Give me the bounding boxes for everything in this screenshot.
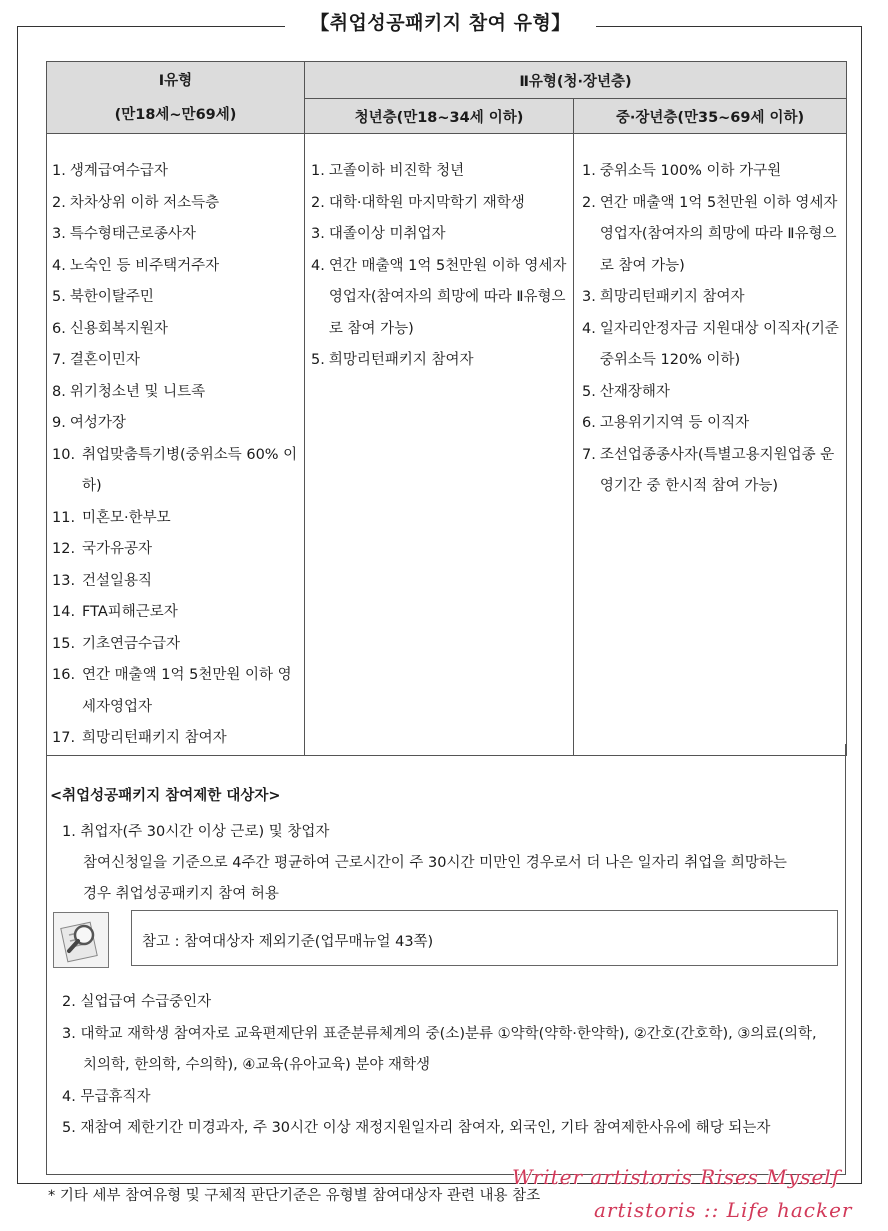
frame-top-left [17,26,285,27]
type1-item-text: 여성가장 [69,415,126,431]
youth-item-number: 2. [311,194,325,211]
type1-item [52,377,304,409]
restriction-item-2: 2. 실업급여 수급중인자 [62,994,212,1010]
middle-item-number: 3. [582,289,596,305]
type1-item-text: 북한이탈주민 [69,289,154,305]
middle-header: 중·장년층(만35~69세 이하) [574,99,847,134]
youth-item-text: 고졸이하 비진학 청년 [328,163,465,179]
type1-item-number: 12. [52,541,76,557]
type1-item [52,534,304,566]
type1-item-number: 2. [52,194,66,211]
type1-item-text: 차차상위 이하 저소득층 [69,194,220,211]
middle-item-number: 2. [582,194,596,211]
type1-age: (만18세~만69세) [114,106,237,123]
middle-item [582,440,846,503]
type1-item [52,251,304,283]
middle-item-number: 5. [582,383,596,400]
restriction-item-5: 5. 재참여 제한기간 미경과자, 주 30시간 이상 재정지원일자리 참여자, 외국인, 기타 참여제한사유에 해당 되는자 [62,1120,771,1136]
middle-item-text: 희망리턴패키지 참여자 [599,289,745,305]
restriction-item-1-detail-2: 경우 취업성공패키지 참여 허용 [83,886,279,902]
middle-item [582,156,846,188]
middle-item-text: 고용위기지역 등 이직자 [599,415,750,431]
type1-item [52,597,304,629]
type1-item-text: 건설일용직 [82,572,153,589]
middle-cell [574,134,847,756]
type1-item [52,156,304,188]
type1-item [52,188,304,220]
middle-item-number: 1. [582,163,596,179]
type1-header [47,62,305,134]
youth-item-text: 대학·대학원 마지막학기 재학생 [328,194,525,211]
type1-item-text: 연간 매출액 1억 5천만원 이하 영세자영업자 [82,667,292,715]
type1-item-text: 위기청소년 및 니트족 [69,383,206,400]
type1-item-number: 16. [52,667,76,683]
type1-item [52,282,304,314]
restriction-item-1-detail-1: 참여신청일을 기준으로 4주간 평균하여 근로시간이 주 30시간 미만인 경우로서 더 나은 일자리 취업을 희망하는 [83,855,787,871]
reference-text: 참고 : 참여대상자 제외기준(업무매뉴얼 43쪽) [142,934,434,950]
type1-item-text: 생계급여수급자 [69,163,168,179]
middle-item-text: 연간 매출액 1억 5천만원 이하 영세자영업자(참여자의 희망에 따라 Ⅱ유형으로 참여 가능) [599,194,838,274]
middle-list [574,134,846,503]
type1-item-text: 특수형태근로종사자 [69,226,196,242]
middle-item [582,408,846,440]
type1-item [52,629,304,661]
middle-item [582,188,846,283]
type1-item [52,314,304,346]
type1-item-number: 4. [52,257,66,274]
document-magnifier-icon [53,912,109,968]
type1-item-number: 15. [52,635,76,652]
restriction-heading: <취업성공패키지 참여제한 대상자> [50,788,281,804]
type1-list [47,134,304,755]
type1-item-number: 5. [52,289,66,305]
type1-item-number: 11. [52,509,76,526]
middle-item [582,282,846,314]
type1-item [52,503,304,535]
type1-item [52,440,304,503]
restriction-item-1: 1. 취업자(주 30시간 이상 근로) 및 창업자 [62,824,330,840]
restriction-item-3-line-1: 3. 대학교 재학생 참여자로 교육편제단위 표준분류체계의 중(소)분류 ①약학(약학·한약학), ②간호(간호학), ③의료(의학, [62,1026,817,1042]
type1-item-number: 7. [52,352,66,368]
type2-header: Ⅱ유형(청·장년층) [305,62,847,99]
middle-item-text: 조선업종종사자(특별고용지원업종 운영기간 중 한시적 참여 가능) [599,446,835,494]
youth-item [311,251,573,346]
youth-cell [305,134,574,756]
frame-top-right [596,26,862,27]
middle-item-text: 산재장해자 [599,383,670,400]
restriction-item-4: 4. 무급휴직자 [62,1089,151,1105]
watermark-line-2: artistoris :: Life hacker [594,1198,853,1222]
middle-item [582,377,846,409]
type1-item-text: 신용회복지원자 [69,320,168,337]
type1-item-number: 8. [52,383,66,400]
middle-item-number: 6. [582,415,596,431]
type1-item [52,345,304,377]
type1-item-number: 10. [52,446,76,463]
type1-item-text: 희망리턴패키지 참여자 [82,730,227,746]
type1-item-number: 9. [52,415,66,431]
type1-item [52,566,304,598]
middle-item-text: 일자리안정자금 지원대상 이직자(기준 중위소득 120% 이하) [599,320,839,368]
youth-item [311,188,573,220]
youth-item [311,219,573,251]
type1-item-text: 국가유공자 [82,541,153,557]
type1-item-text: 결혼이민자 [69,352,140,368]
restriction-item-3-line-2: 치의학, 한의학, 수의학), ④교육(유아교육) 분야 재학생 [83,1057,430,1073]
type1-item-text: FTA피해근로자 [82,604,178,620]
type1-item-number: 3. [52,226,66,242]
type1-item-text: 기초연금수급자 [82,635,181,652]
youth-item-number: 3. [311,226,325,242]
type1-item-number: 1. [52,163,66,179]
youth-item-text: 연간 매출액 1억 5천만원 이하 영세자영업자(참여자의 희망에 따라 Ⅱ유형으로 참여 가능) [328,257,567,337]
type1-title: Ⅰ유형 [158,72,193,89]
youth-header: 청년층(만18~34세 이하) [305,99,574,134]
type1-item-number: 6. [52,320,66,337]
type1-cell [47,134,305,756]
participation-type-table [46,61,847,756]
youth-item-text: 대졸이상 미취업자 [328,226,446,242]
type1-item-number: 17. [52,730,76,746]
middle-item [582,314,846,377]
type1-item-text: 취업맞춤특기병(중위소득 60% 이하) [82,446,298,494]
youth-item-text: 희망리턴패키지 참여자 [328,352,474,368]
middle-item-text: 중위소득 100% 이하 가구원 [599,163,782,179]
type1-item [52,408,304,440]
youth-list [305,134,573,377]
middle-item-number: 4. [582,320,596,337]
youth-item [311,345,573,377]
footnote: * 기타 세부 참여유형 및 구체적 판단기준은 유형별 참여대상자 관련 내용 참조 [48,1188,541,1204]
middle-item-number: 7. [582,446,596,463]
type1-item-number: 14. [52,604,76,620]
page-title: 【취업성공패키지 참여 유형】 [285,8,596,35]
watermark-line-1: Writer artistoris Rises Myself [512,1165,841,1189]
youth-item-number: 5. [311,352,325,368]
youth-item-number: 4. [311,257,325,274]
type1-item-text: 노숙인 등 비주택거주자 [69,257,220,274]
type1-item-text: 미혼모·한부모 [82,509,171,526]
youth-item [311,156,573,188]
type1-item [52,660,304,723]
type1-item-number: 13. [52,572,76,589]
youth-item-number: 1. [311,163,325,179]
type1-item [52,219,304,251]
